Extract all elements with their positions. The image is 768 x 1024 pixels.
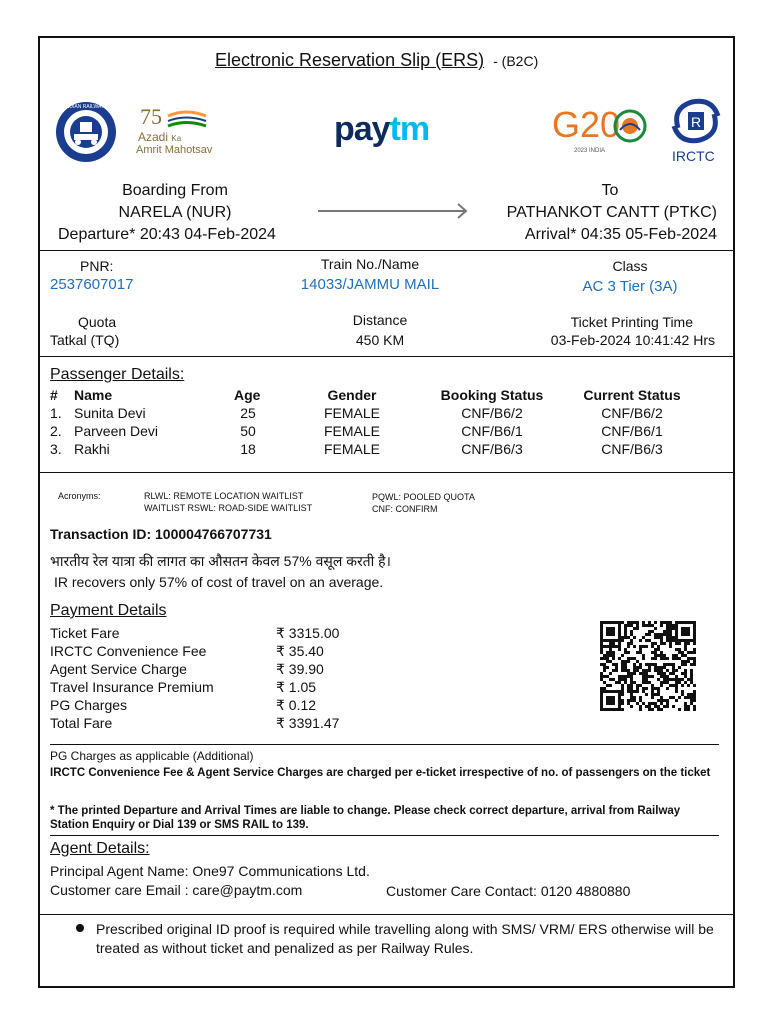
divider bbox=[40, 356, 733, 357]
customer-care-email: Customer care Email : care@paytm.com bbox=[50, 882, 303, 898]
train-label: Train No./Name bbox=[320, 256, 420, 272]
passenger-gender: FEMALE bbox=[323, 405, 380, 421]
boarding-station: NARELA (NUR) bbox=[118, 204, 232, 221]
divider bbox=[50, 744, 719, 745]
total-fare-value: ₹ 3391.47 bbox=[276, 715, 340, 731]
current-status: CNF/B6/2 bbox=[601, 405, 663, 421]
booking-status: CNF/B6/2 bbox=[461, 405, 523, 421]
travel-class: AC 3 Tier (3A) bbox=[582, 278, 678, 295]
passenger-gender: FEMALE bbox=[323, 441, 380, 457]
passenger-age: 25 bbox=[240, 405, 256, 421]
divider bbox=[50, 835, 719, 836]
passenger-name: Rakhi bbox=[74, 441, 110, 457]
bullet-icon bbox=[76, 924, 84, 932]
col-header-gender: Gender bbox=[327, 387, 377, 403]
col-header-booking-status: Booking Status bbox=[440, 387, 544, 403]
qr-code bbox=[600, 620, 696, 712]
principal-agent: Principal Agent Name: One97 Communications Ltd. bbox=[50, 863, 370, 879]
ers-title: Electronic Reservation Slip (ERS) bbox=[215, 50, 485, 70]
convenience-fee-note: IRCTC Convenience Fee & Agent Service Charges are charged per e-ticket irrespective of no. of passengers on the ticket bbox=[50, 767, 711, 779]
col-header-number: # bbox=[50, 387, 58, 403]
cost-recovery-english: IR recovers only 57% of cost of travel on an average. bbox=[54, 574, 384, 590]
row-number: 2. bbox=[50, 423, 62, 439]
indian-railways-logo bbox=[54, 100, 118, 164]
fare-label: PG Charges bbox=[50, 697, 128, 713]
acronym-pqwl: PQWL: POOLED QUOTA bbox=[372, 492, 475, 502]
customer-care-contact: Customer Care Contact: 0120 4880880 bbox=[386, 883, 631, 899]
fare-label: Agent Service Charge bbox=[50, 661, 187, 677]
distance-value: 450 KM bbox=[355, 332, 405, 348]
distance-label: Distance bbox=[352, 312, 408, 328]
passenger-age: 18 bbox=[240, 441, 256, 457]
paytm-logo: paytm bbox=[334, 110, 430, 148]
train-name: 14033/JAMMU MAIL bbox=[300, 276, 440, 293]
svg-text:R: R bbox=[690, 114, 702, 130]
azadi-text: Azadi bbox=[138, 130, 169, 144]
row-number: 3. bbox=[50, 441, 62, 457]
passenger-age: 50 bbox=[240, 423, 256, 439]
payment-details-title: Payment Details bbox=[50, 602, 167, 619]
pnr-label: PNR: bbox=[80, 258, 114, 274]
cost-recovery-hindi: भारतीय रेल यात्रा की लागत का औसतन केवल 57% वसूल करती है। bbox=[50, 553, 391, 569]
g20-text: G20 bbox=[552, 104, 621, 145]
fare-value: ₹ 35.40 bbox=[276, 643, 324, 659]
ers-suffix: - (B2C) bbox=[493, 53, 539, 69]
acronym-rswl: WAITLIST RSWL: ROAD-SIDE WAITLIST bbox=[144, 503, 313, 513]
divider bbox=[40, 472, 733, 473]
pnr-number: 2537607017 bbox=[50, 276, 134, 293]
booking-status: CNF/B6/3 bbox=[461, 441, 523, 457]
total-fare-label: Total Fare bbox=[50, 715, 113, 731]
acronym-rlwl: RLWL: REMOTE LOCATION WAITLIST bbox=[144, 491, 304, 501]
irctc-logo-icon bbox=[668, 98, 724, 144]
pg-charges-note: PG Charges as applicable (Additional) bbox=[50, 749, 254, 763]
passenger-gender: FEMALE bbox=[323, 423, 380, 439]
fare-value: ₹ 3315.00 bbox=[276, 625, 340, 641]
fare-value: ₹ 1.05 bbox=[276, 679, 317, 695]
fare-value: ₹ 0.12 bbox=[276, 697, 317, 713]
id-proof-note: Prescribed original ID proof is required while travelling along with SMS/ VRM/ ERS otherwise will be treated as without ticket and penalized as per Railway Rules. bbox=[96, 921, 714, 956]
fare-label: IRCTC Convenience Fee bbox=[50, 643, 207, 659]
quota-label: Quota bbox=[78, 314, 117, 330]
g20-subtitle: 2023 INDIA bbox=[574, 148, 606, 154]
booking-status: CNF/B6/1 bbox=[461, 423, 523, 439]
row-number: 1. bbox=[50, 405, 62, 421]
class-label: Class bbox=[612, 258, 648, 274]
page-title bbox=[215, 50, 538, 71]
timing-change-note: * The printed Departure and Arrival Times are liable to change. Please check correct departure, arrival from Railway Station Enquiry or Dial 139 or SMS RAIL to 139. bbox=[50, 805, 681, 831]
col-header-age: Age bbox=[234, 387, 261, 403]
current-status: CNF/B6/3 bbox=[601, 441, 663, 457]
fare-label: Ticket Fare bbox=[50, 625, 120, 641]
azadi-ka-amrit-mahotsav-logo bbox=[136, 104, 236, 160]
journey-arrow-icon bbox=[318, 202, 470, 220]
fare-label: Travel Insurance Premium bbox=[50, 679, 214, 695]
departure-time: Departure* 20:43 04-Feb-2024 bbox=[58, 226, 276, 243]
to-label: To bbox=[601, 182, 619, 199]
g20-logo bbox=[552, 104, 652, 160]
passenger-name: Parveen Devi bbox=[74, 423, 159, 439]
arrival-time: Arrival* 04:35 05-Feb-2024 bbox=[524, 226, 717, 243]
boarding-from-label: Boarding From bbox=[122, 182, 228, 199]
agent-details-title: Agent Details: bbox=[50, 840, 150, 857]
passenger-name: Sunita Devi bbox=[74, 405, 146, 421]
transaction-id: Transaction ID: 100004766707731 bbox=[50, 526, 272, 542]
irctc-text: IRCTC bbox=[672, 148, 715, 164]
passenger-details-title: Passenger Details: bbox=[50, 366, 185, 383]
irctc-logo bbox=[664, 98, 728, 168]
ticket-frame bbox=[38, 36, 735, 988]
print-time-value: 03-Feb-2024 10:41:42 Hrs bbox=[550, 332, 715, 348]
fare-value: ₹ 39.90 bbox=[276, 661, 324, 677]
destination-station: PATHANKOT CANTT (PTKC) bbox=[506, 204, 717, 221]
col-header-current-status: Current Status bbox=[583, 387, 681, 403]
azadi-ka-text: Ka bbox=[171, 134, 182, 143]
current-status: CNF/B6/1 bbox=[601, 423, 663, 439]
azadi-75: 75 bbox=[140, 104, 162, 129]
acronym-cnf: CNF: CONFIRM bbox=[372, 504, 438, 514]
amrit-text: Amrit bbox=[136, 144, 162, 156]
divider bbox=[40, 250, 733, 251]
railways-logo-text: INDIAN RAILWAYS bbox=[64, 104, 108, 110]
quota-value: Tatkal (TQ) bbox=[50, 332, 120, 348]
divider bbox=[40, 914, 733, 915]
mahotsav-text: Mahotsav bbox=[164, 144, 213, 156]
print-time-label: Ticket Printing Time bbox=[570, 314, 693, 330]
col-header-name: Name bbox=[74, 387, 113, 403]
acronyms-label: Acronyms: bbox=[58, 491, 101, 501]
